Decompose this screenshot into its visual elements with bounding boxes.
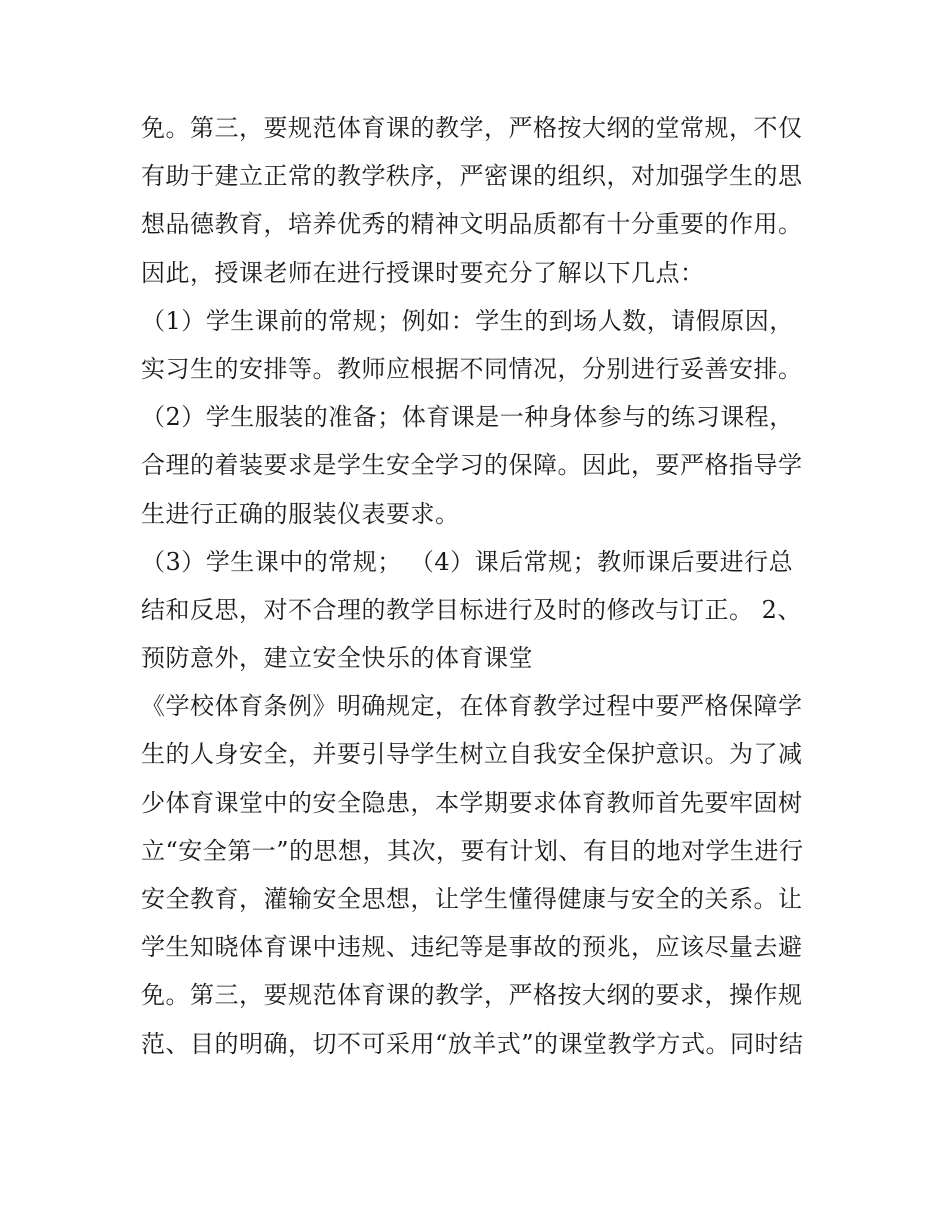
document-body bbox=[141, 104, 831, 1068]
text-line: 预防意外，建立安全快乐的体育课堂 bbox=[141, 644, 533, 673]
text-line: 免。第三，要规范体育课的教学，严格按大纲的堂常规，不仅 bbox=[141, 114, 803, 142]
text-line: 有助于建立正常的教学秩序，严密课的组织，对加强学生的思 bbox=[141, 162, 803, 191]
text-line: （2）学生服装的准备；体育课是一种身体参与的练习课程， bbox=[141, 403, 794, 432]
text-line: 范、目的明确，切不可采用“放羊式”的课堂教学方式。同时结 bbox=[141, 1029, 804, 1058]
text-line: 想品德教育，培养优秀的精神文明品质都有十分重要的作用。 bbox=[141, 210, 803, 239]
text-line: 实习生的安排等。教师应根据不同情况，分别进行妥善安排。 bbox=[141, 354, 803, 383]
text-line: 学生知晓体育课中违规、违纪等是事故的预兆，应该尽量去避 bbox=[141, 933, 803, 962]
text-line: 立“安全第一”的思想，其次，要有计划、有目的地对学生进行 bbox=[141, 836, 804, 865]
text-line: （1）学生课前的常规；例如：学生的到场人数，请假原因， bbox=[141, 306, 794, 335]
text-line: 结和反思，对不合理的教学目标进行及时的修改与订正。 2、 bbox=[141, 595, 802, 624]
text-line: 生进行正确的服装仪表要求。 bbox=[141, 499, 460, 528]
text-line: （3）学生课中的常规； （4）课后常规；教师课后要进行总 bbox=[141, 547, 794, 576]
text-line: 因此，授课老师在进行授课时要充分了解以下几点： bbox=[141, 258, 705, 287]
text-line: 免。第三，要规范体育课的教学，严格按大纲的要求，操作规 bbox=[141, 981, 803, 1010]
text-line: 合理的着装要求是学生安全学习的保障。因此，要严格指导学 bbox=[141, 451, 803, 480]
text-line: 生的人身安全，并要引导学生树立自我安全保护意识。为了减 bbox=[141, 740, 803, 769]
text-line: 安全教育，灌输安全思想，让学生懂得健康与安全的关系。让 bbox=[141, 885, 803, 913]
text-line: 《学校体育条例》明确规定，在体育教学过程中要严格保障学 bbox=[141, 692, 803, 721]
text-line: 少体育课堂中的安全隐患，本学期要求体育教师首先要牢固树 bbox=[141, 788, 803, 817]
